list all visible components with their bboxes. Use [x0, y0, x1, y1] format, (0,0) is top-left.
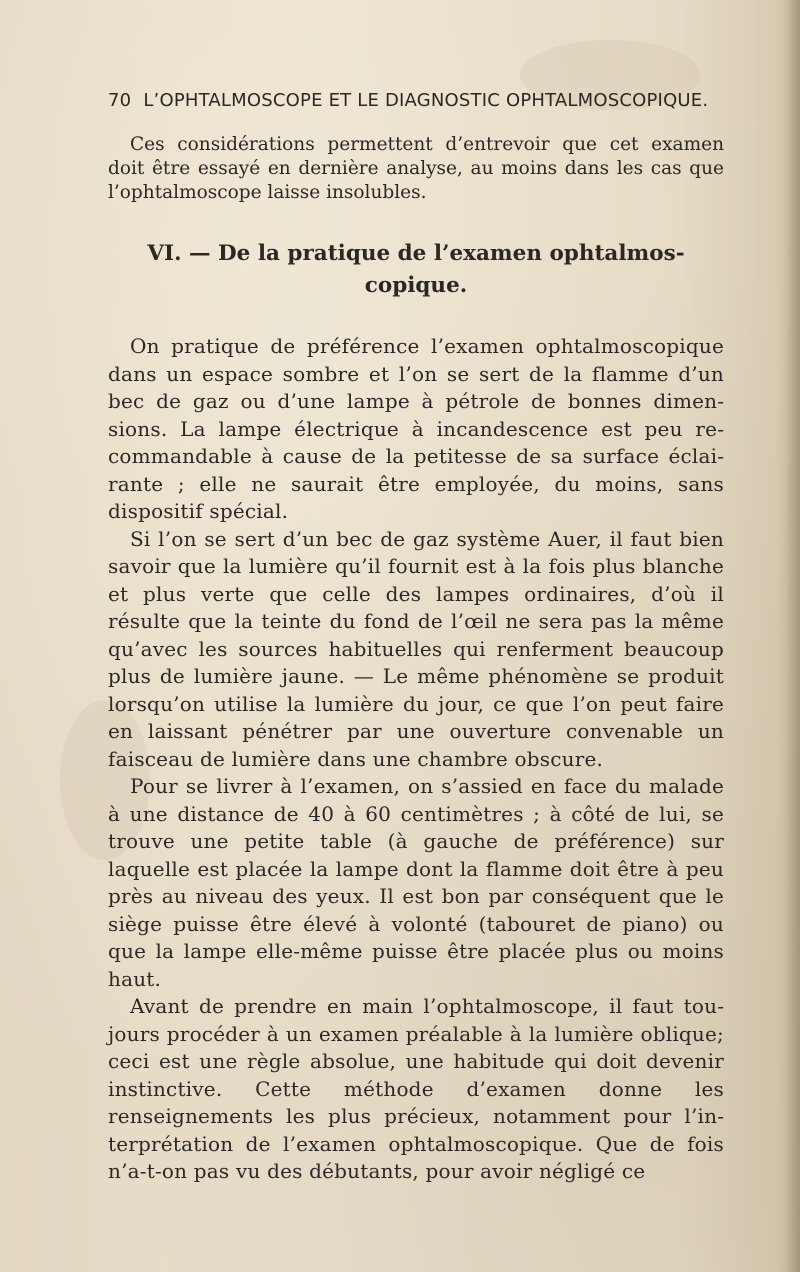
text-block: [108, 88, 724, 1186]
page-edge-shadow: [786, 0, 800, 1272]
paragraph-1: On pratique de préférence l’examen ophtalmoscopique dans un espace sombre et l’on se sert de la flamme d’un bec de gaz ou d’une lampe à pétrole de bonnes dimensions. La lampe électrique à incandescence est peu recommandable à cause de la petitesse de sa surface éclairante ; elle ne saurait être employée, du moins, sans dispositif spécial.: [108, 334, 724, 523]
paragraph-2: Si l’on se sert d’un bec de gaz système Auer, il faut bien savoir que la lumière qu’il fournit est à la fois plus blanche et plus verte que celle des lampes ordinaires, d’où il résulte que la teinte du fond de l’œil ne sera pas la même qu’avec les sources habituelles qui renferment beaucoup plus de lumière jaune. — Le même phénomène se produit lorsqu’on utilise la lumière du jour, ce que l’on peut faire en laissant pénétrer par une ouverture convenable un faisceau de lumière dans une chambre obscure.: [108, 526, 724, 771]
running-title: L’OPHTALMOSCOPE ET LE DIAGNOSTIC OPHTALMOSCOPIQUE.: [143, 90, 709, 111]
paragraph-4: Avant de prendre en main l’ophtalmoscope, il faut toujours procéder à un examen préalable à la lumière oblique; ceci est une règle absolue, une habitude qui doit devenir instinctive. Cette méthode d’examen donne les renseignements les plus précieux, notamment pour l’interprétation de l’examen ophtalmoscopique. Que de fois n’a-t-on pas vu des débutants, pour avoir négligé ce: [108, 994, 724, 1183]
page-number: 70: [108, 90, 132, 111]
intro-paragraph: Ces considérations permettent d’entrevoir que cet examen doit être essayé en dernière analyse, au moins dans les cas que l’ophtalmoscope laisse insolubles.: [108, 134, 724, 203]
running-head: [108, 88, 724, 114]
section-heading: VI. — De la pratique de l’examen ophtalmoscopique.: [147, 241, 685, 298]
paragraph-3: Pour se livrer à l’examen, on s’assied en face du malade à une distance de 40 à 60 centimètres ; à côté de lui, se trouve une petite table (à gauche de préférence) sur laquelle est placée la lampe dont la flamme doit être à peu près au niveau des yeux. Il est bon par conséquent que le siège puisse être élevé à volonté (tabouret de piano) ou que la lampe elle-même puisse être placée plus ou moins haut.: [108, 774, 724, 991]
